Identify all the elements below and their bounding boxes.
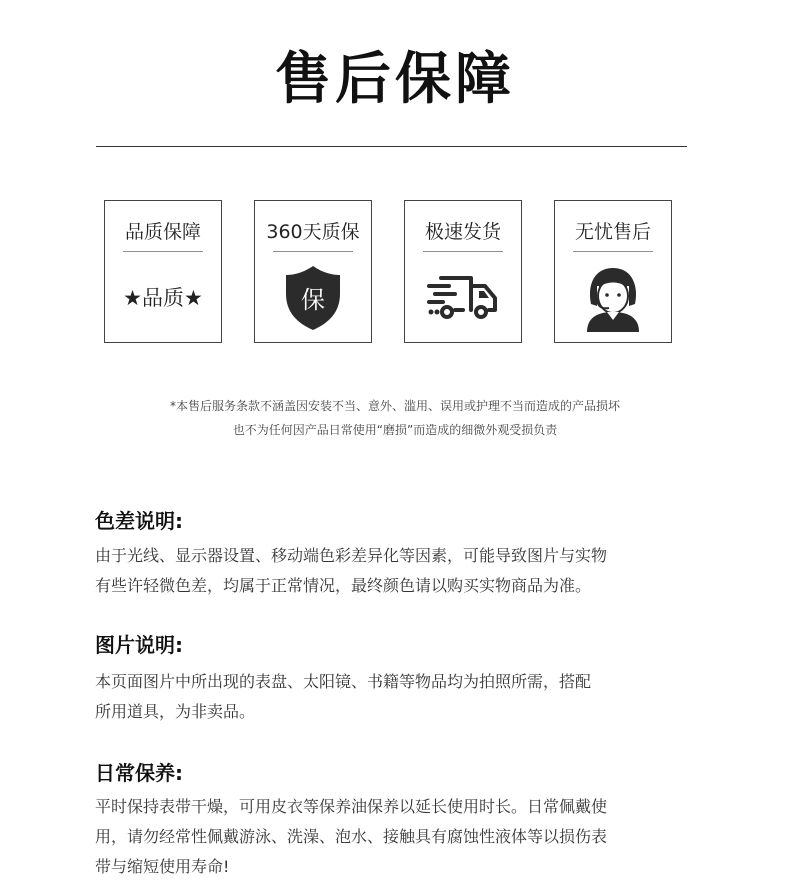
section-title-image-note: 图片说明: (95, 633, 183, 657)
section-title-color-difference: 色差说明: (95, 509, 183, 533)
disclaimer-line-1: *本售后服务条款不涵盖因安装不当、意外、滥用、误用或护理不当而造成的产品损坏 (169, 399, 620, 413)
card-after-sales (554, 200, 672, 343)
card-quality-guarantee (104, 200, 222, 343)
body-line: 所用道具，为非卖品。 (95, 702, 256, 721)
body-line: 本页面图片中所出现的表盘、太阳镜、书籍等物品均为拍照所需，搭配 (95, 672, 592, 691)
card-title: 360天质保 (266, 221, 360, 243)
disclaimer-line-2: 也不为任何因产品日常使用“磨损”而造成的细微外观受损负责 (232, 423, 558, 437)
section-title-daily-care: 日常保养: (95, 761, 183, 785)
body-line: 有些许轻微色差，均属于正常情况，最终颜色请以购买实物商品为准。 (95, 576, 592, 595)
shield-icon (283, 264, 343, 332)
card-warranty (254, 200, 372, 343)
title-divider (96, 146, 687, 147)
card-divider (273, 251, 353, 252)
delivery-truck-icon (425, 270, 501, 326)
card-title: 极速发货 (424, 221, 501, 243)
customer-service-icon (583, 264, 643, 332)
section-body-image-note (95, 667, 700, 727)
body-line: 用，请勿经常性佩戴游泳、洗澡、泡水、接触具有腐蚀性液体等以损伤表 (95, 827, 608, 846)
body-line: 平时保持表带干燥，可用皮衣等保养油保养以延长使用时长。日常佩戴使 (95, 797, 608, 816)
card-fast-delivery (404, 200, 522, 343)
card-title: 无忧售后 (574, 221, 651, 243)
section-body-daily-care (95, 792, 700, 882)
card-title: 品质保障 (124, 221, 201, 243)
body-line: 带与缩短使用寿命! (95, 857, 230, 876)
card-divider (573, 251, 653, 252)
shield-label: 保 (301, 286, 325, 314)
card-divider (423, 251, 503, 252)
section-body-color-difference (95, 541, 700, 601)
card-divider (123, 251, 203, 252)
quality-stars-text: ★品质★ (123, 286, 203, 310)
page-title: 售后保障 (275, 47, 515, 112)
body-line: 由于光线、显示器设置、移动端色彩差异化等因素，可能导致图片与实物 (95, 546, 608, 565)
